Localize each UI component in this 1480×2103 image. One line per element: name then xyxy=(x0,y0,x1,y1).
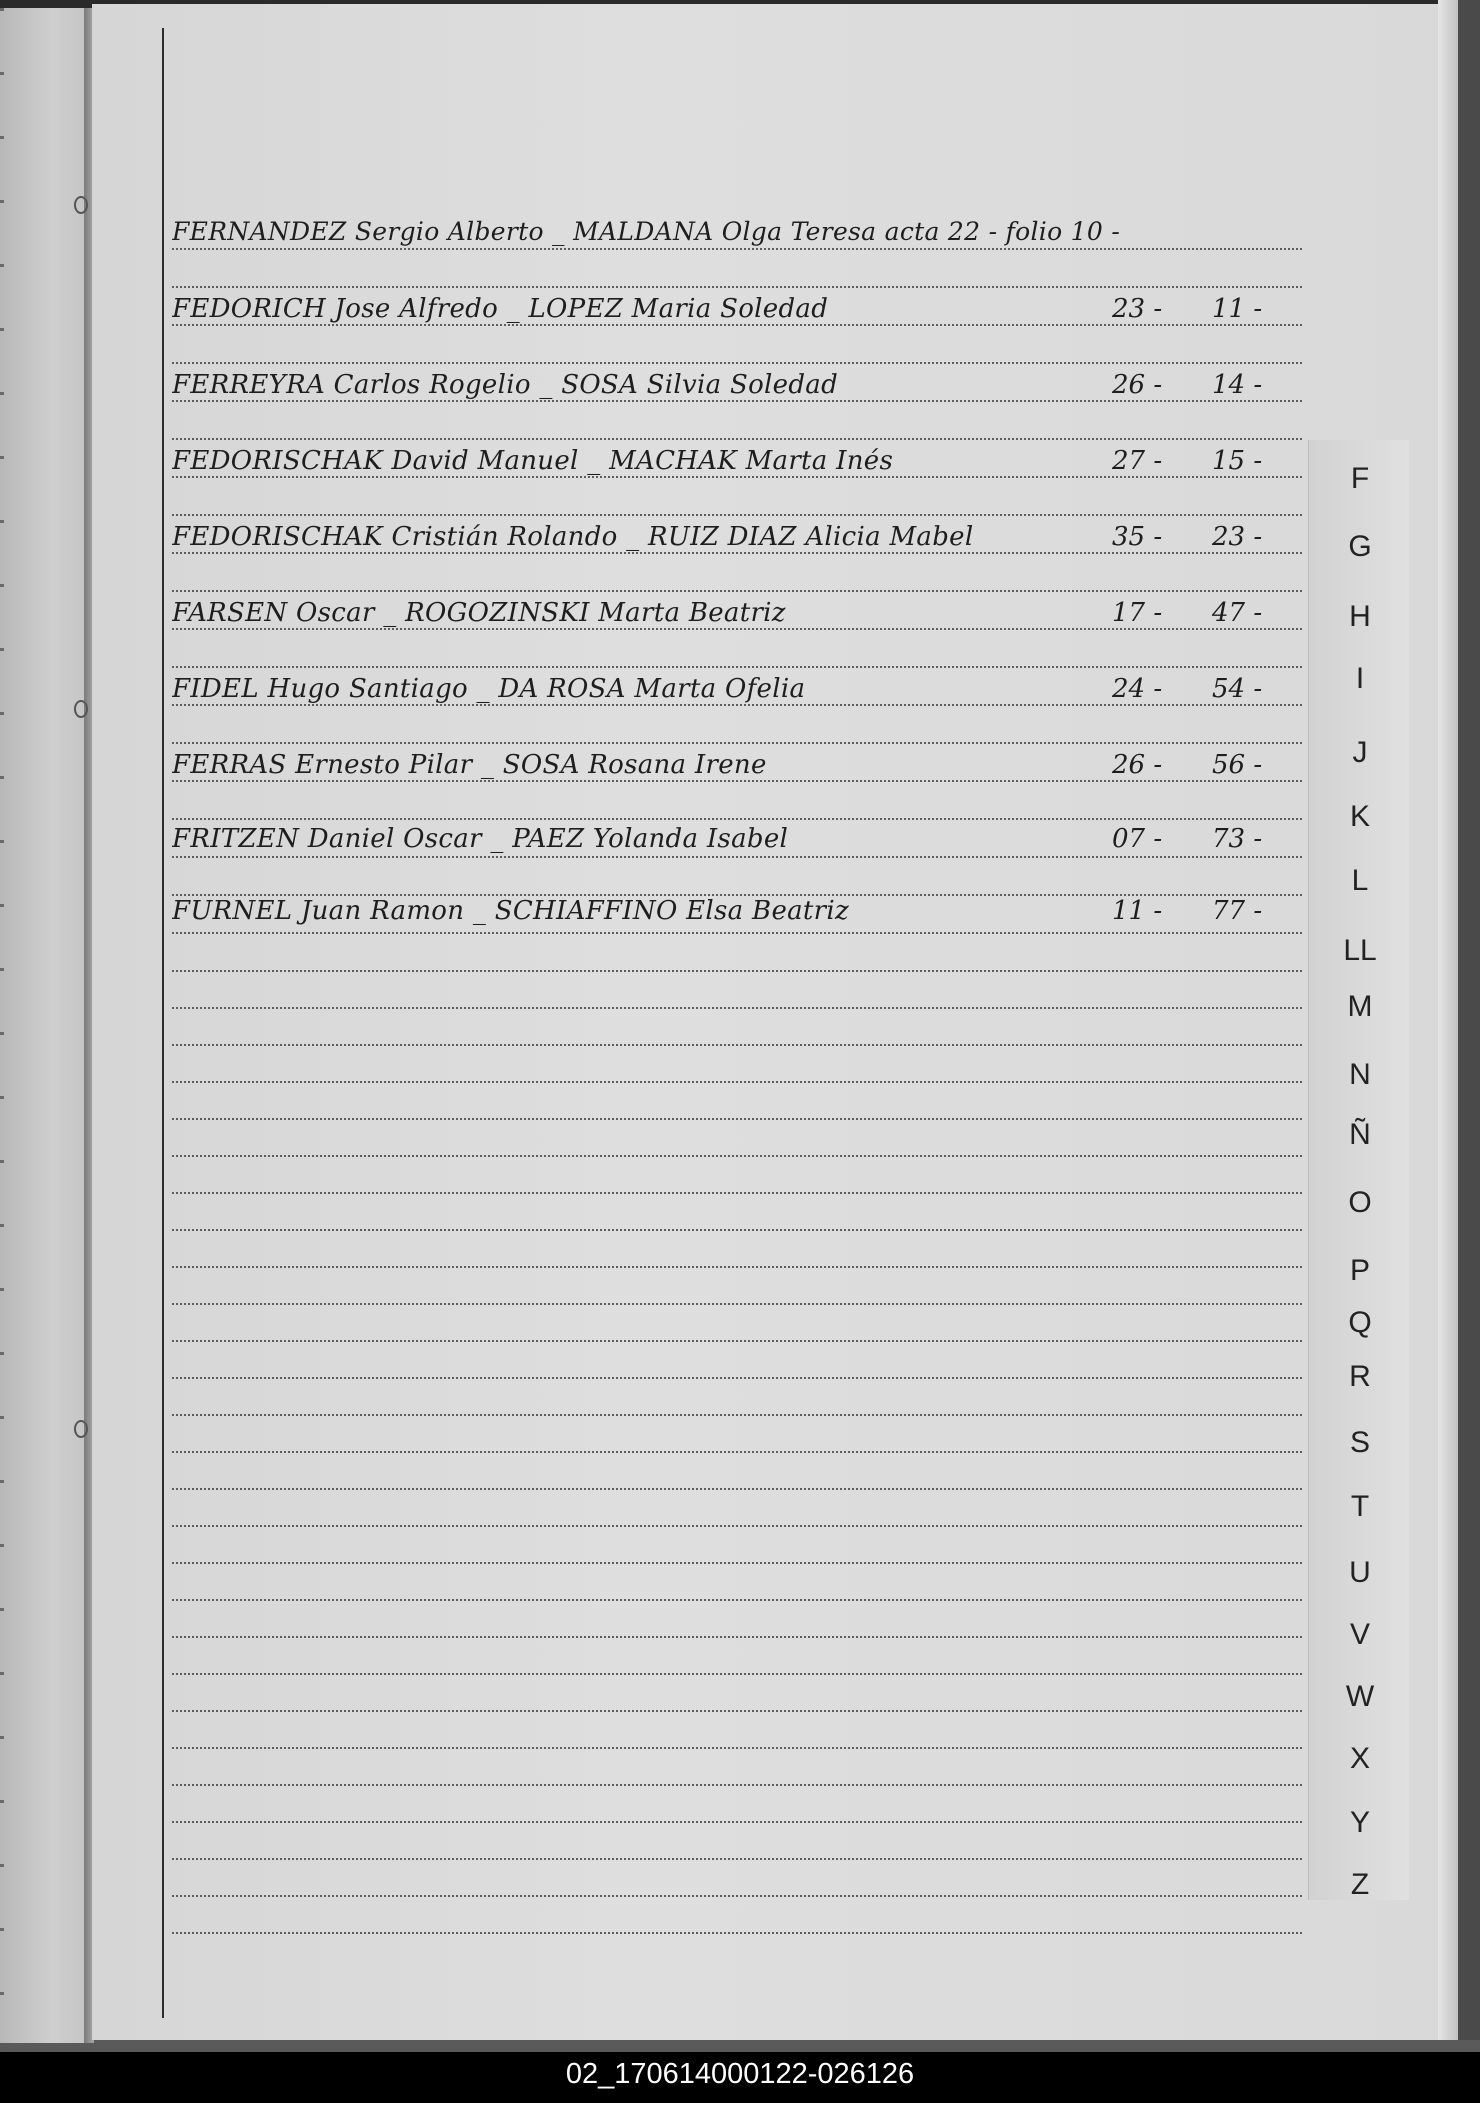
entry-names: FRITZEN Daniel Oscar _ PAEZ Yolanda Isabel xyxy=(172,824,789,854)
ruled-line xyxy=(172,1377,1302,1379)
ruled-line xyxy=(172,1895,1302,1897)
index-tab-n[interactable]: N xyxy=(1349,1058,1371,1091)
ruled-line xyxy=(172,1007,1302,1009)
ruled-line xyxy=(172,1710,1302,1712)
register-entry xyxy=(172,288,1302,328)
entry-names: FURNEL Juan Ramon _ SCHIAFFINO Elsa Beatriz xyxy=(172,896,850,926)
binding-stitch xyxy=(74,1420,88,1438)
entry-folio-number: 54 - xyxy=(1212,674,1263,704)
register-entry xyxy=(172,668,1302,708)
ruled-line xyxy=(172,1488,1302,1490)
entry-folio-number: 14 - xyxy=(1212,370,1263,400)
index-tab-o[interactable]: O xyxy=(1348,1186,1372,1219)
ruled-line xyxy=(172,1932,1302,1934)
entry-names: FEDORISCHAK Cristián Rolando _ RUIZ DIAZ Alicia Mabel xyxy=(172,522,974,552)
margin-line xyxy=(162,28,164,2018)
entry-acta-number: 27 - xyxy=(1112,446,1163,476)
entry-names: FEDORISCHAK David Manuel _ MACHAK Marta Inés xyxy=(172,446,894,476)
ruled-line xyxy=(172,1044,1302,1046)
entry-folio-number: 15 - xyxy=(1212,446,1263,476)
ruled-line xyxy=(172,1155,1302,1157)
ruled-line xyxy=(172,1229,1302,1231)
index-tab-m[interactable]: M xyxy=(1347,990,1373,1023)
index-tab-y[interactable]: Y xyxy=(1349,1806,1370,1839)
ruled-line xyxy=(172,1451,1302,1453)
entry-names: FERNANDEZ Sergio Alberto _ MALDANA Olga Teresa acta 22 - folio 10 - xyxy=(172,217,1121,246)
ruled-line xyxy=(172,1414,1302,1416)
register-entry xyxy=(172,440,1302,480)
entry-acta-number: 23 - xyxy=(1112,294,1163,324)
ruled-line xyxy=(172,1192,1302,1194)
index-tab-k[interactable]: K xyxy=(1349,800,1370,833)
entry-acta-number: 11 - xyxy=(1112,896,1163,926)
image-identifier: 02_170614000122-026126 xyxy=(565,2058,915,2090)
ruled-line xyxy=(172,970,1302,972)
entry-folio-number: 11 - xyxy=(1212,294,1263,324)
entry-names: FARSEN Oscar _ ROGOZINSKI Marta Beatriz xyxy=(172,598,786,628)
entry-names: FERRAS Ernesto Pilar _ SOSA Rosana Irene xyxy=(172,750,767,780)
ruled-line xyxy=(172,1303,1302,1305)
left-page-dotted-edge xyxy=(0,8,4,2043)
entry-acta-number: 35 - xyxy=(1112,522,1163,552)
index-tab-v[interactable]: V xyxy=(1349,1618,1370,1651)
index-tab-l[interactable]: L xyxy=(1351,864,1369,897)
entry-folio-number: 77 - xyxy=(1212,896,1263,926)
index-tab-t[interactable]: T xyxy=(1350,1490,1370,1523)
index-tab-j[interactable]: J xyxy=(1352,736,1368,769)
ruled-line xyxy=(172,1599,1302,1601)
ruled-line xyxy=(172,932,1302,934)
entry-acta-number: 24 - xyxy=(1112,674,1163,704)
entry-names: FIDEL Hugo Santiago _ DA ROSA Marta Ofelia xyxy=(172,674,806,704)
ruled-line xyxy=(172,1821,1302,1823)
ruled-line xyxy=(172,1747,1302,1749)
register-entry xyxy=(172,890,1302,930)
entry-folio-number: 23 - xyxy=(1212,522,1263,552)
index-tab-s[interactable]: S xyxy=(1349,1426,1370,1459)
index-tab-p[interactable]: P xyxy=(1349,1254,1370,1287)
ruled-line xyxy=(172,1118,1302,1120)
binding-stitch xyxy=(74,700,88,718)
index-tab-q[interactable]: Q xyxy=(1348,1306,1372,1339)
index-tab-i[interactable]: I xyxy=(1355,662,1365,695)
register-entry xyxy=(172,210,1302,250)
ruled-line xyxy=(172,1340,1302,1342)
index-tab-w[interactable]: W xyxy=(1345,1680,1375,1713)
ruled-line xyxy=(172,1525,1302,1527)
index-tab-g[interactable]: G xyxy=(1348,530,1372,563)
register-entry xyxy=(172,744,1302,784)
index-tab-x[interactable]: X xyxy=(1349,1742,1370,1775)
register-entry xyxy=(172,364,1302,404)
ruled-line xyxy=(172,1673,1302,1675)
index-tab-ll[interactable]: LL xyxy=(1343,934,1377,967)
entry-folio-number: 73 - xyxy=(1212,824,1263,854)
entry-acta-number: 17 - xyxy=(1112,598,1163,628)
index-tab-r[interactable]: R xyxy=(1349,1360,1371,1393)
cover-edge xyxy=(1438,0,1460,2040)
ruled-line xyxy=(172,1784,1302,1786)
entry-names: FERREYRA Carlos Rogelio _ SOSA Silvia Soledad xyxy=(172,370,839,400)
entry-acta-number: 26 - xyxy=(1112,370,1163,400)
entry-folio-number: 47 - xyxy=(1212,598,1263,628)
ruled-line xyxy=(172,1081,1302,1083)
ruled-line xyxy=(172,1266,1302,1268)
register-entry xyxy=(172,592,1302,632)
binding-stitch xyxy=(74,196,88,214)
register-entry xyxy=(172,516,1302,556)
index-tab-z[interactable]: Z xyxy=(1350,1868,1370,1901)
ruled-line xyxy=(172,1636,1302,1638)
ruled-line xyxy=(172,1858,1302,1860)
register-entry xyxy=(172,818,1302,858)
index-tab-h[interactable]: H xyxy=(1349,600,1371,633)
index-tab-enye[interactable]: Ñ xyxy=(1349,1118,1371,1151)
entry-acta-number: 07 - xyxy=(1112,824,1163,854)
left-page-edge xyxy=(0,8,88,2043)
ruled-line xyxy=(172,1562,1302,1564)
entry-folio-number: 56 - xyxy=(1212,750,1263,780)
entry-names: FEDORICH Jose Alfredo _ LOPEZ Maria Soledad xyxy=(172,294,829,324)
entry-acta-number: 26 - xyxy=(1112,750,1163,780)
index-tab-f[interactable]: F xyxy=(1350,462,1370,495)
index-tab-u[interactable]: U xyxy=(1349,1556,1371,1589)
cover-shadow xyxy=(1458,0,1480,2040)
